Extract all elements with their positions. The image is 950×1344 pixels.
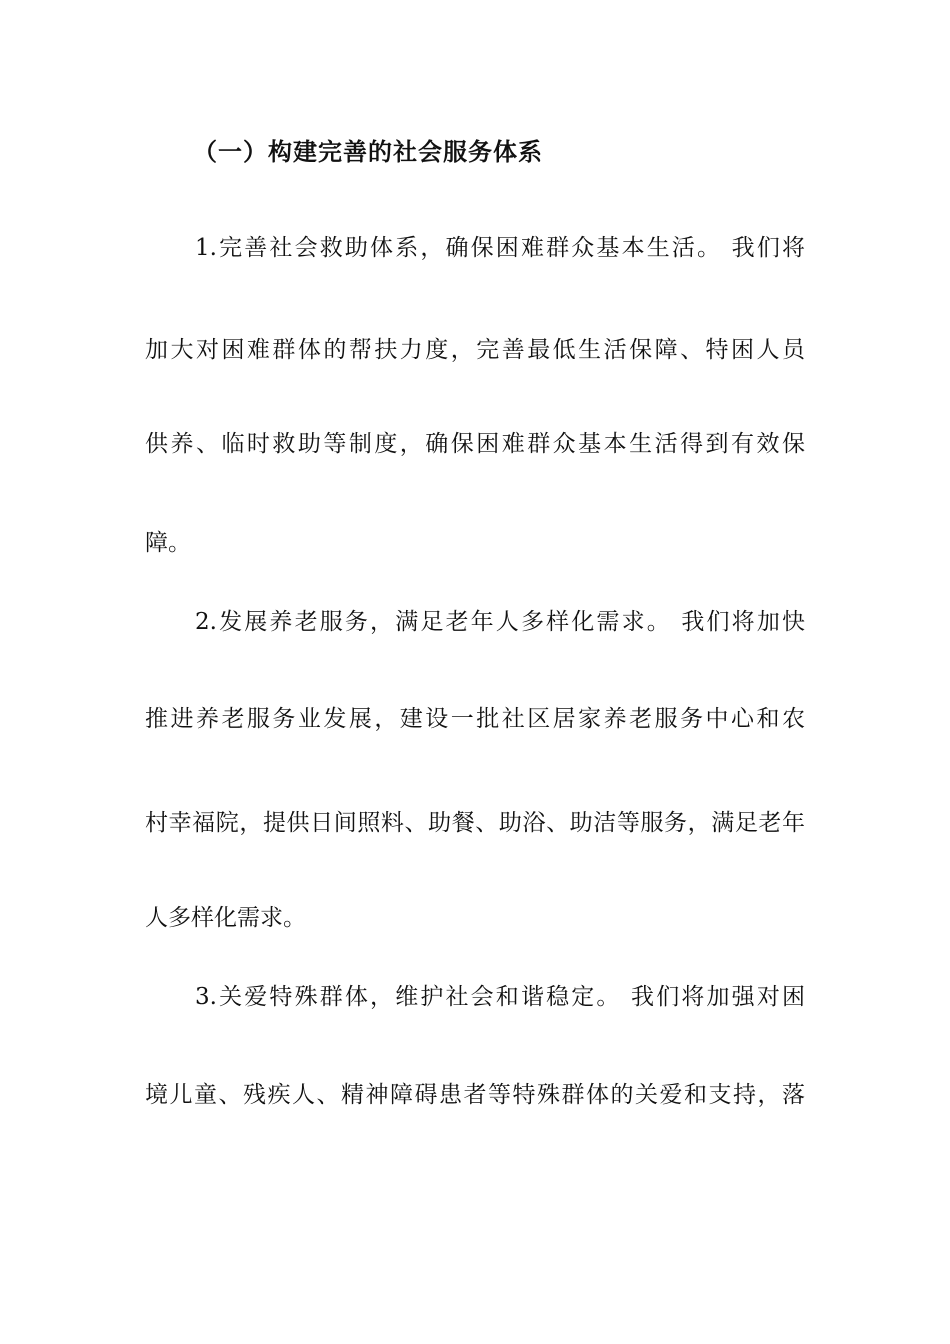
paragraph-2-line-1: 2.发展养老服务，满足老年人多样化需求。 我们将加快 <box>195 609 805 635</box>
paragraph-1-line-2: 加大对困难群体的帮扶力度，完善最低生活保障、特困人员 <box>145 337 805 363</box>
paragraph-2-line-3: 村幸福院，提供日间照料、助餐、助浴、助洁等服务，满足老年 <box>145 810 805 836</box>
paragraph-2-line-4: 人多样化需求。 <box>145 905 306 931</box>
section-heading: （一）构建完善的社会服务体系 <box>193 138 543 166</box>
paragraph-1-line-1: 1.完善社会救助体系，确保困难群众基本生活。 我们将 <box>195 235 805 261</box>
paragraph-3-line-2: 境儿童、残疾人、精神障碍患者等特殊群体的关爱和支持，落 <box>145 1082 805 1108</box>
paragraph-3-line-1: 3.关爱特殊群体，维护社会和谐稳定。 我们将加强对困 <box>195 984 805 1010</box>
paragraph-1-line-4: 障。 <box>145 530 191 556</box>
paragraph-1-line-3: 供养、临时救助等制度，确保困难群众基本生活得到有效保 <box>145 431 805 457</box>
paragraph-2-line-2: 推进养老服务业发展，建设一批社区居家养老服务中心和农 <box>145 706 805 732</box>
